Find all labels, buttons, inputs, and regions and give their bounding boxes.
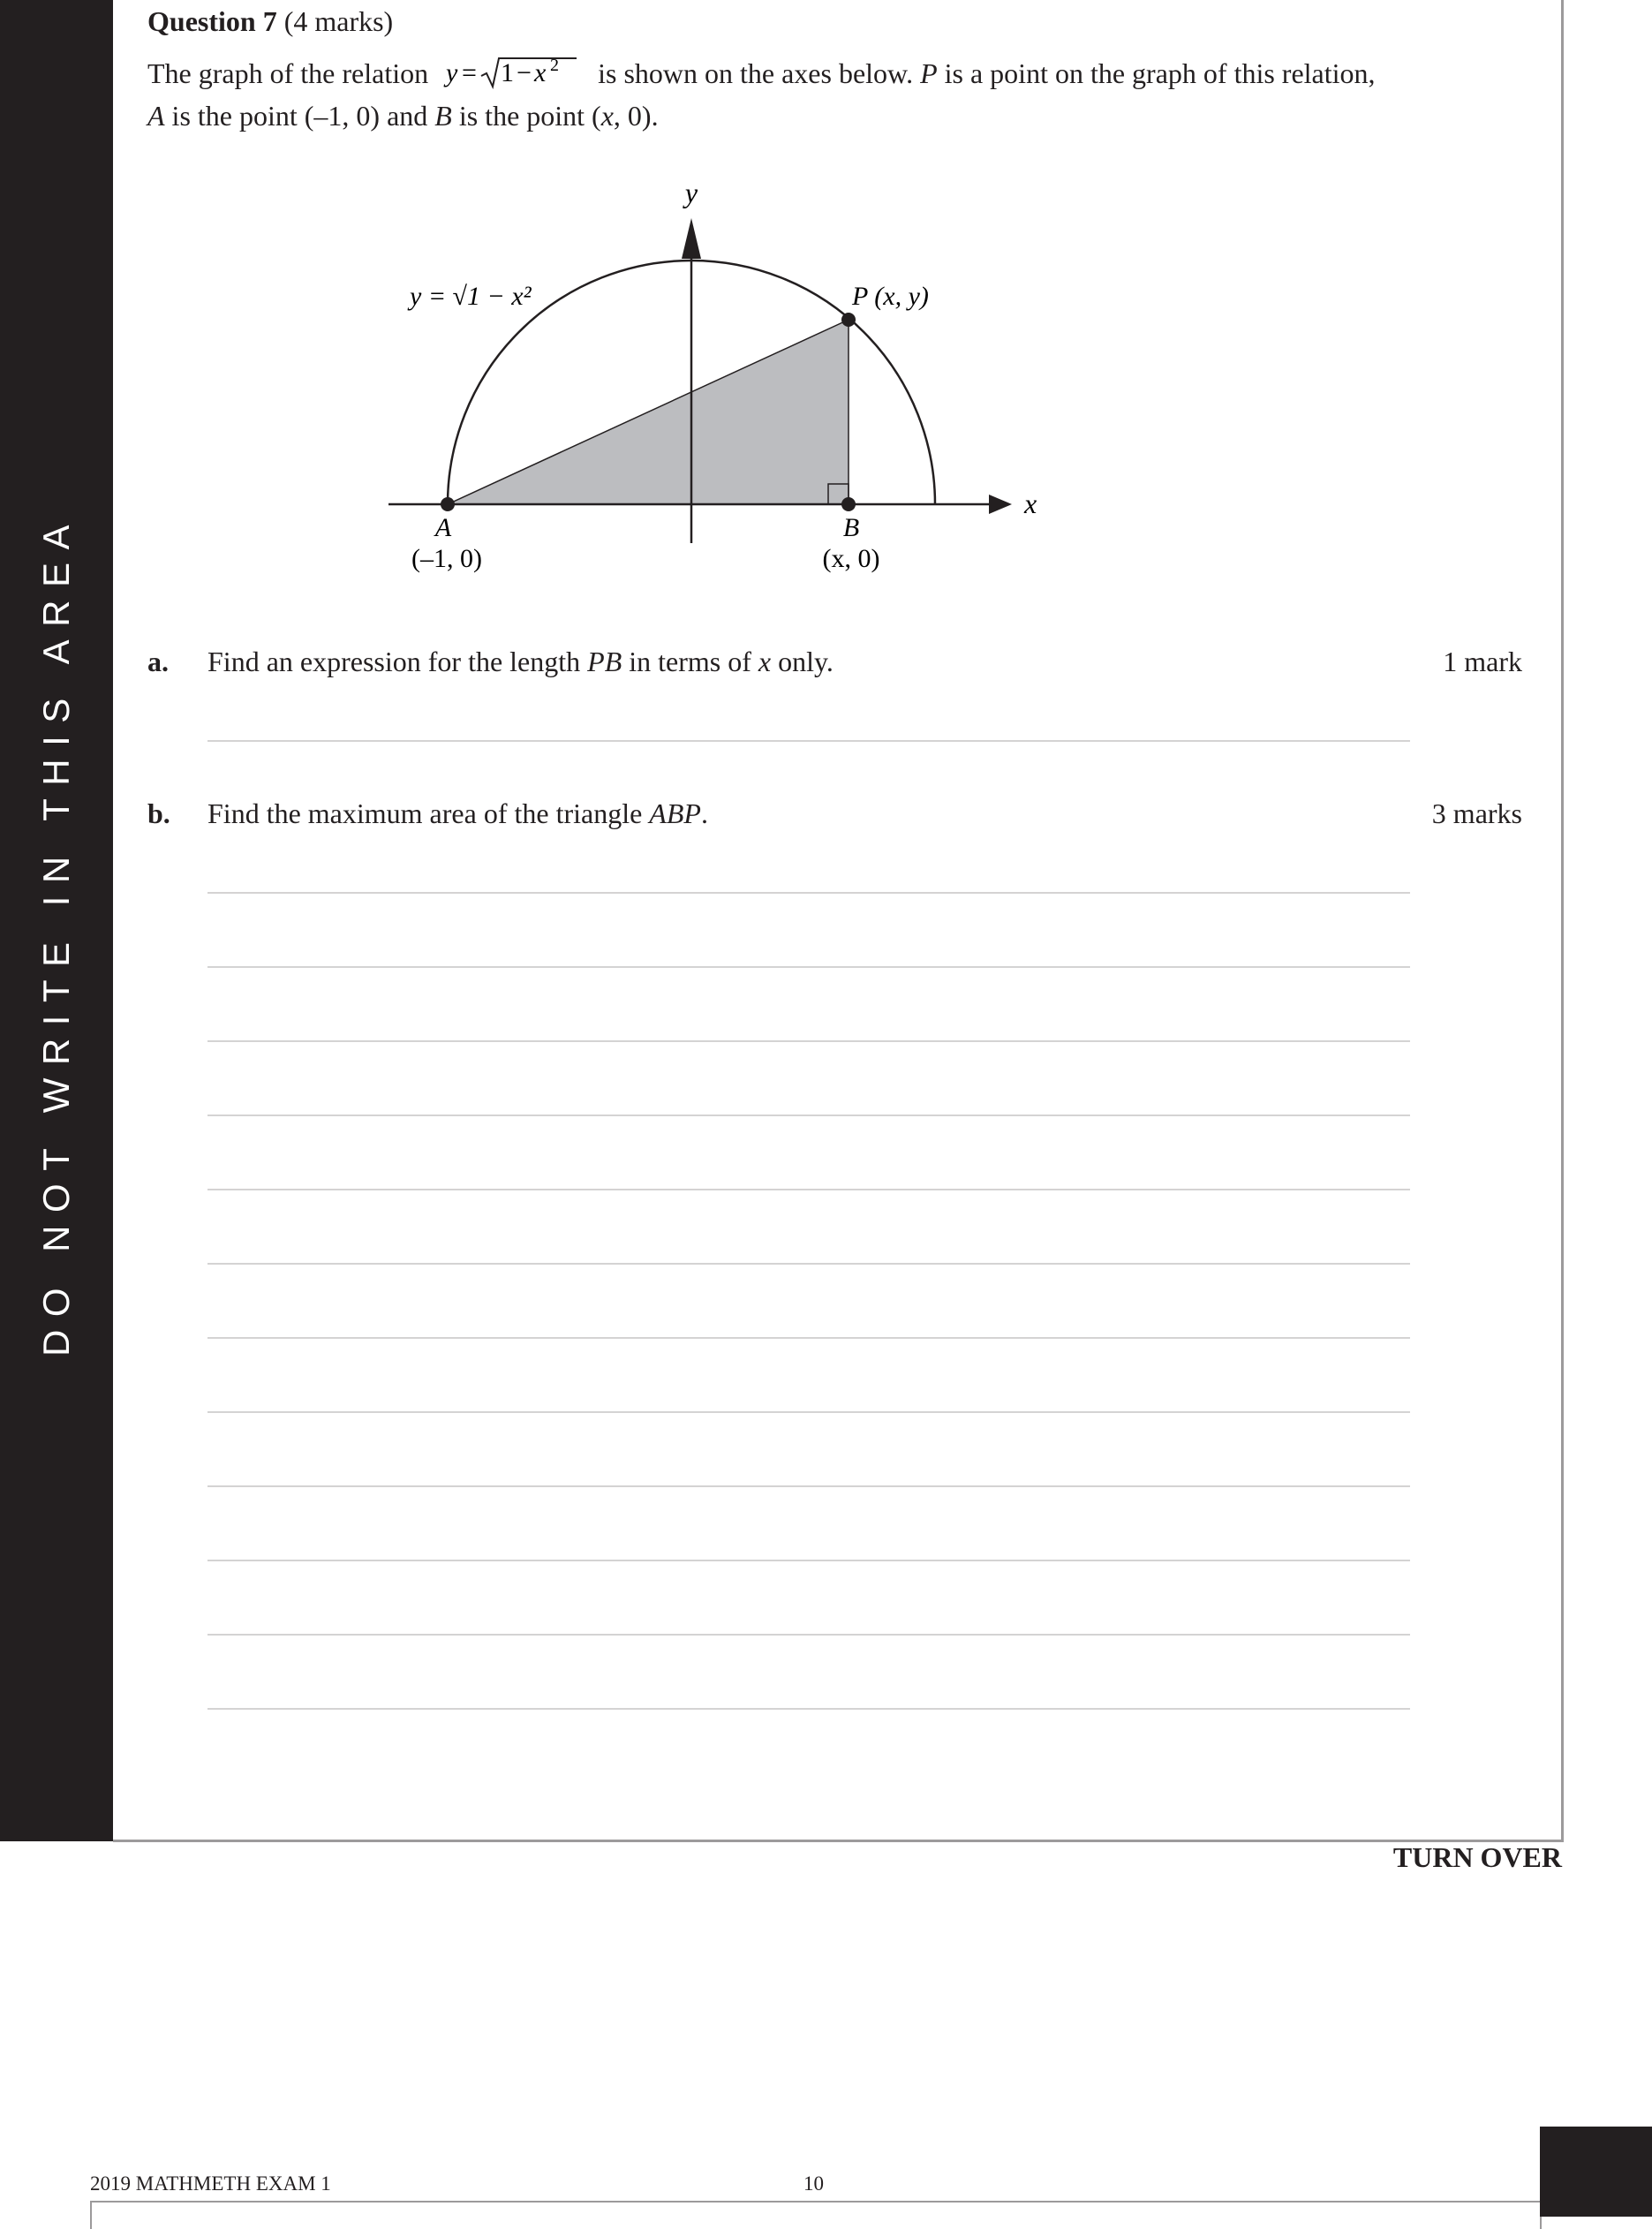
x-axis-arrow bbox=[989, 495, 1012, 514]
do-not-write-band bbox=[0, 0, 113, 1841]
point-b-coords: (x, 0) bbox=[822, 544, 880, 573]
point-a-coords: (–1, 0) bbox=[411, 544, 482, 573]
answer-line[interactable] bbox=[207, 1189, 1410, 1190]
part-a-marks: 1 mark bbox=[1443, 646, 1522, 677]
point-p-label: P (x, y) bbox=[852, 282, 929, 311]
answer-line[interactable] bbox=[207, 1263, 1410, 1265]
footer-page-number: 10 bbox=[803, 2172, 824, 2195]
question-intro-line-2: A is the point (–1, 0) and B is the point (x, 0). bbox=[147, 100, 659, 132]
svg-text:1: 1 bbox=[501, 58, 515, 87]
answer-line[interactable] bbox=[207, 892, 1410, 894]
y-axis-label: y bbox=[684, 177, 698, 208]
question-intro-line-1: The graph of the relation y = 1 − x 2 is shown on the axes below. P is a point on the graph of this relation, bbox=[147, 55, 1376, 98]
answer-line[interactable] bbox=[207, 1040, 1410, 1042]
answer-line[interactable] bbox=[207, 1114, 1410, 1116]
part-a-text: Find an expression for the length PB in terms of x only. bbox=[207, 646, 834, 677]
answer-line[interactable] bbox=[207, 966, 1410, 968]
part-b-letter: b. bbox=[147, 797, 170, 829]
x-axis-label: x bbox=[1024, 487, 1037, 519]
point-b-dot bbox=[841, 497, 856, 511]
triangle-abp bbox=[448, 320, 849, 504]
point-b-label: B bbox=[842, 513, 860, 542]
svg-text:−: − bbox=[517, 58, 532, 87]
point-a-dot bbox=[441, 497, 455, 511]
answer-line[interactable] bbox=[207, 740, 1410, 742]
corner-block bbox=[1540, 2127, 1652, 2217]
answer-line[interactable] bbox=[207, 1560, 1410, 1561]
question-marks: (4 marks) bbox=[283, 5, 394, 37]
svg-text:x: x bbox=[534, 58, 547, 87]
semicircle-graph bbox=[371, 172, 1042, 592]
question-heading bbox=[147, 5, 393, 38]
turn-over-label: TURN OVER bbox=[1392, 1841, 1562, 1873]
part-b-text: Find the maximum area of the triangle ABP. bbox=[207, 797, 708, 829]
answer-line[interactable] bbox=[207, 1411, 1410, 1413]
question-number: Question 7 bbox=[147, 5, 277, 37]
do-not-write-text: DO NOT WRITE IN THIS AREA bbox=[35, 511, 77, 1357]
intro-equation bbox=[442, 55, 584, 98]
y-axis-arrow bbox=[682, 218, 701, 259]
answer-line[interactable] bbox=[207, 1485, 1410, 1487]
point-p-dot bbox=[841, 313, 856, 327]
question-intro bbox=[147, 55, 1376, 133]
part-a-letter: a. bbox=[147, 646, 169, 677]
svg-text:2: 2 bbox=[550, 56, 560, 75]
answer-line[interactable] bbox=[207, 1708, 1410, 1710]
part-b-marks: 3 marks bbox=[1431, 797, 1522, 829]
curve-label: y = √1 − x² bbox=[410, 282, 532, 311]
svg-text:y: y bbox=[446, 58, 458, 87]
footer-exam-name: 2019 MATHMETH EXAM 1 bbox=[90, 2172, 331, 2195]
answer-line[interactable] bbox=[207, 1634, 1410, 1636]
svg-text:=: = bbox=[462, 58, 478, 87]
point-a-label: A bbox=[434, 513, 452, 542]
next-frame-edge bbox=[90, 2201, 1542, 2229]
answer-line[interactable] bbox=[207, 1337, 1410, 1339]
